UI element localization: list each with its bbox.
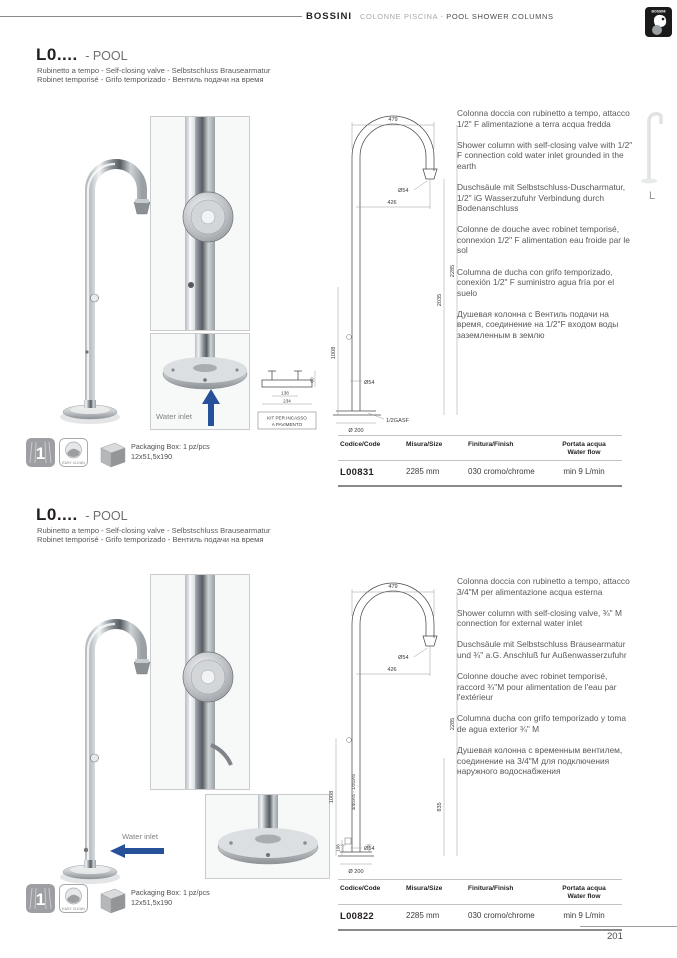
description-german: Duschsäule mit Selbstschluss Brausearmatur und ¾" a.G. Anschluß fur Außenwasserzufuhr (457, 639, 627, 660)
packaging-line-2: 12x51,5x190 (131, 451, 173, 461)
svg-text:KIT PER INCASSO: KIT PER INCASSO (267, 415, 307, 421)
footer-rule (580, 926, 677, 927)
svg-text:60: 60 (309, 377, 315, 383)
cell-flow: min 9 L/min (563, 911, 605, 921)
svg-text:1/2GASF: 1/2GASF (386, 418, 410, 424)
svg-text:426: 426 (387, 200, 397, 206)
cell-finish: 030 cromo/chrome (468, 911, 535, 921)
description-italian: Colonna doccia con rubinetto a tempo, attacco 1/2" F alimentazione a terra acqua fredda (457, 108, 630, 129)
product-subtitle-1: Rubinetto a tempo - Self-closing valve - Selbstschluss Brausearmatur (37, 66, 271, 75)
packaging-box-icon (95, 886, 127, 914)
header-rule (0, 16, 302, 17)
packaging-line-1: Packaging Box: 1 pz/pcs (131, 442, 210, 451)
svg-text:Ø54: Ø54 (398, 188, 409, 194)
svg-text:1: 1 (35, 444, 46, 463)
packaging-info (131, 888, 210, 907)
water-inlet-label: Water inlet (156, 412, 193, 421)
svg-text:106: 106 (335, 844, 341, 852)
header-finish: Finitura/Finish (468, 885, 514, 892)
page-category: COLONNE PISCINA - POOL SHOWER COLUMNS (360, 12, 554, 21)
product-subtitle-2: Robinet temporisé - Grifo temporizado - Вентиль подачи на время (37, 535, 264, 544)
water-inlet-up-arrow (202, 389, 220, 426)
technical-drawing (328, 552, 463, 877)
description-spanish: Columna de ducha con grifo temporizado, conexión 1/2" F suministro agua fría por el suelo (457, 266, 615, 298)
bossini-logo-icon (645, 7, 672, 37)
header-size: Misura/Size (406, 441, 443, 448)
description-english: Shower column with self-closing valve, ¾" M connection for external water inlet (457, 607, 622, 629)
table-header-row (338, 880, 622, 904)
header-finish: Finitura/Finish (468, 441, 514, 448)
easy-clean-icon (59, 884, 88, 913)
product-descriptions (457, 108, 635, 351)
svg-text:Ø 200: Ø 200 (348, 428, 364, 434)
water-inlet-left-arrow (110, 844, 164, 858)
svg-text:EASY CLEAN: EASY CLEAN (62, 907, 85, 911)
header-size: Misura/Size (406, 885, 443, 892)
svg-text:EASY CLEAN: EASY CLEAN (62, 461, 85, 465)
valve-detail-inset (150, 574, 250, 790)
svg-text:Ø54: Ø54 (398, 655, 409, 661)
svg-text:Ø54: Ø54 (364, 846, 375, 852)
description-french: Colonne douche avec robinet temporisé, raccord ¾"M pour alimentation de l'eau par l'extérieur (457, 671, 617, 703)
cell-finish: 030 cromo/chrome (468, 467, 535, 477)
description-spanish: Columna ducha con grifo temporizado y toma de agua exterior ¾" M (457, 713, 626, 734)
product-title (36, 505, 128, 525)
header-code: Codice/Code (340, 885, 381, 892)
product-series: - POOL (85, 49, 128, 63)
spec-table (338, 879, 622, 931)
svg-text:479: 479 (388, 584, 398, 590)
base-detail-inset (205, 794, 330, 879)
packaging-line-1: Packaging Box: 1 pz/pcs (131, 888, 210, 897)
table-bottom-rule (338, 485, 622, 487)
svg-text:2285: 2285 (450, 717, 456, 731)
description-french: Colonne de douche avec robinet temporisé, connexion 1/2" F alimentation eau froide par le sol (457, 224, 630, 256)
svg-text:1: 1 (35, 890, 46, 909)
base-detail-inset (150, 333, 250, 430)
svg-text:138: 138 (281, 390, 289, 396)
jets-count-icon (26, 884, 55, 913)
packaging-box-icon (95, 440, 127, 468)
svg-text:2035: 2035 (437, 293, 443, 307)
product-subtitle-2: Robinet temporisé - Grifo temporizado - Вентиль подачи на время (37, 75, 264, 84)
description-russian: Душевая колонна с временным вентилем, соединение на 3/4"M для подключения наружного водоснабжения (457, 745, 623, 777)
technical-drawing (328, 85, 463, 435)
table-bottom-rule (338, 929, 622, 931)
description-german: Duschsäule mit Selbstschluss-Duscharmatur, 1/2" iG Wasserzufuhr Verbindung durch Bodenanschluss (457, 181, 626, 214)
table-header-row (338, 436, 622, 460)
description-russian: Душевая колонна с Вентиль подачи на время, соединение на 1/2"F входом воды заземленным в землю (457, 308, 619, 340)
svg-text:Ø 200: Ø 200 (348, 869, 364, 875)
product-photo (50, 90, 150, 430)
water-inlet-label: Water inlet (122, 832, 159, 841)
recess-kit-drawing (256, 356, 318, 434)
description-italian: Colonna doccia con rubinetto a tempo, attacco 3/4"M per alimentazione acqua esterna (457, 576, 630, 597)
svg-text:1008: 1008 (329, 790, 335, 804)
cell-code: L00831 (340, 467, 375, 479)
header-flow: Portata acqua Water flow (562, 885, 606, 900)
valve-detail-inset (150, 116, 250, 331)
header-flow: Portata acqua Water flow (562, 441, 606, 456)
category-italian: COLONNE PISCINA (360, 12, 438, 21)
page-number: 201 (607, 931, 623, 942)
svg-text:2285: 2285 (450, 264, 456, 278)
cell-size: 2285 mm (406, 467, 440, 477)
category-english: POOL SHOWER COLUMNS (446, 12, 554, 21)
product-code-prefix: L0.... (36, 45, 78, 64)
spec-table (338, 435, 622, 487)
valve-detail-photo (151, 575, 249, 789)
cell-code: L00822 (340, 911, 375, 923)
cell-size: 2285 mm (406, 911, 440, 921)
packaging-info (131, 442, 210, 461)
product-code-prefix: L0.... (36, 505, 78, 524)
svg-text:A PAVIMENTO: A PAVIMENTO (271, 422, 303, 427)
svg-text:835: 835 (437, 802, 443, 812)
jets-count-icon (26, 438, 55, 467)
svg-text:Ø54: Ø54 (364, 380, 375, 386)
packaging-line-2: 12x51,5x190 (131, 897, 173, 907)
svg-text:BOSSINI: BOSSINI (651, 9, 666, 14)
product-descriptions (457, 576, 635, 787)
svg-text:479: 479 (388, 117, 398, 123)
brand-name: BOSSINI (306, 11, 353, 22)
table-row (338, 461, 622, 485)
product-section-2 (0, 502, 677, 958)
cell-flow: min 9 L/min (563, 467, 605, 477)
svg-text:1008: 1008 (331, 346, 337, 360)
product-subtitle-1: Rubinetto a tempo - Self-closing valve - Selbstschluss Brausearmatur (37, 526, 271, 535)
product-title (36, 45, 128, 65)
description-english: Shower column with self-closing valve with 1/2" F connection cold water inlet grounded in the earth (457, 139, 633, 171)
margin-index-letter: L (649, 190, 656, 202)
product-series: - POOL (85, 509, 128, 523)
easy-clean-icon (59, 438, 88, 467)
margin-thumbnail-icon (641, 104, 663, 186)
valve-detail-photo (151, 117, 249, 330)
product-section-1 (0, 42, 677, 502)
svg-text:234: 234 (283, 398, 291, 404)
svg-text:3/4GAS - 1/2GAS: 3/4GAS - 1/2GAS (351, 773, 356, 811)
header-code: Codice/Code (340, 441, 381, 448)
svg-text:426: 426 (387, 667, 397, 673)
base-detail-photo (206, 795, 329, 878)
